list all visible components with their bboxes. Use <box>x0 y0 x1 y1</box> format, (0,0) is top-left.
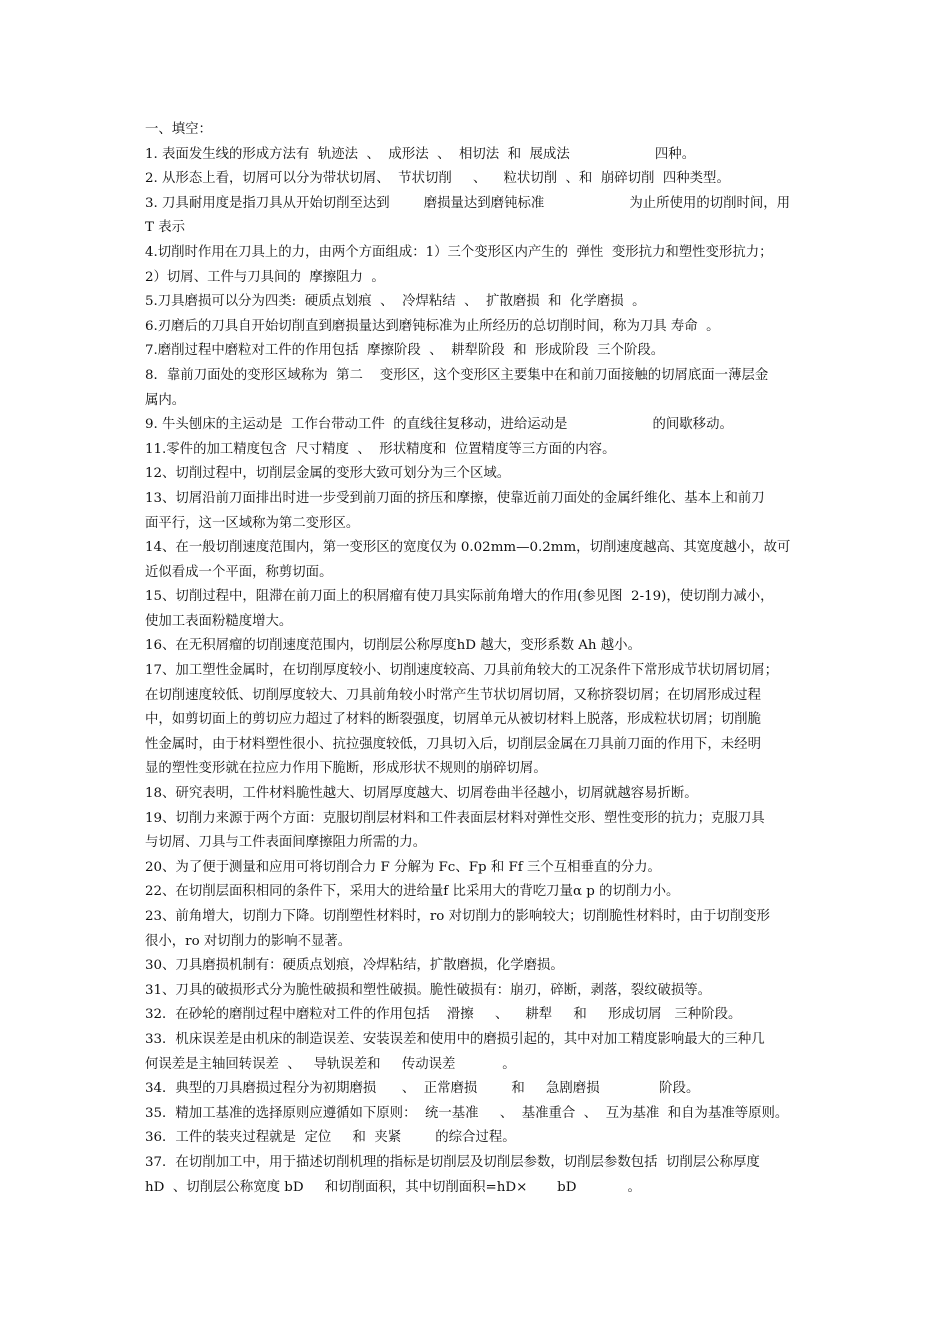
text-line: 与切屑、刀具与工件表面间摩擦阻力所需的力。 <box>145 835 427 851</box>
text-line: 22、在切削层面积相同的条件下，采用大的进给量f 比采用大的背吃刀量α p 的切削力小。 <box>145 884 680 900</box>
text-line: 显的塑性变形就在拉应力作用下脆断，形成形状不规则的崩碎切屑。 <box>145 761 547 777</box>
text-line: 20、为了便于测量和应用可将切削合力 F 分解为 Fc、Fp 和 Ff 三个互相垂直的分力。 <box>145 859 661 875</box>
text-line: 2）切屑、工件与刀具间的 摩擦阻力 。 <box>145 269 385 285</box>
text-line: 在切削速度较低、切削厚度较大、刀具前角较小时常产生节状切屑切屑，又称挤裂切屑；在切屑形成过程 <box>145 687 761 703</box>
text-line: 16、在无积屑瘤的切削速度范围内，切削层公称厚度hD 越大，变形系数 Ah 越小。 <box>145 638 641 654</box>
text-line: 12、切削过程中，切削层金属的变形大致可划分为三个区域。 <box>145 466 511 482</box>
text-line: 15、切削过程中，阻滞在前刀面上的积屑瘤有使刀具实际前角增大的作用(参见图 2-19)，使切削力减小， <box>145 589 774 605</box>
text-line: 14、在一般切削速度范围内，第一变形区的宽度仅为 0.02mm—0.2mm，切削速度越高、其宽度越小，故可 <box>145 540 791 556</box>
text-line: 23、前角增大，切削力下降。切削塑性材料时，ro 对切削力的影响较大；切削脆性材料时，由于切削变形 <box>145 909 770 924</box>
text-line: 33．机床误差是由机床的制造误差、安装误差和使用中的磨损引起的，其中对加工精度影响最大的三种几 <box>145 1031 765 1047</box>
text-line: 31、刀具的破损形式分为脆性破损和塑性破损。脆性破损有：崩刃，碎断，剥落，裂纹破损等。 <box>145 982 712 998</box>
text-line: 13、切屑沿前刀面排出时进一步受到前刀面的挤压和摩擦，使靠近前刀面处的金属纤维化、基本上和前刀 <box>145 490 765 506</box>
text-line: 19、切削力来源于两个方面：克服切削层材料和工件表面层材料对弹性交形、塑性变形的抗力；克服刀具 <box>145 810 765 826</box>
text-line: 2. 从形态上看，切屑可以分为带状切屑、 节状切削 、 粒状切削 、和 崩碎切削 四种类型。 <box>145 171 730 187</box>
text-line: hD 、切削层公称宽度 bD 和切削面积，其中切削面积=hD× bD 。 <box>145 1179 641 1195</box>
document-body <box>145 118 807 1200</box>
text-line: 4.切削时作用在刀具上的力，由两个方面组成：1）三个变形区内产生的 弹性 变形抗力和塑性变形抗力； <box>145 244 773 260</box>
text-line: 面平行，这一区域称为第二变形区。 <box>145 515 360 531</box>
text-line: 9. 牛头刨床的主运动是 工作台带动工件 的直线往复移动，进给运动是 的间歇移动。 <box>145 417 733 433</box>
text-line: 35．精加工基准的选择原则应遵循如下原则： 统一基准 、 基准重合 、 互为基准 和自为基准等原则。 <box>145 1105 789 1121</box>
text-line: T 表示 <box>145 220 185 236</box>
text-line: 属内。 <box>145 392 186 408</box>
text-line: 3. 刀具耐用度是指刀具从开始切削至达到 磨损量达到磨钝标准 为止所使用的切削时间，用 <box>145 195 791 211</box>
text-line: 36．工件的装夹过程就是 定位 和 夹紧 的综合过程。 <box>145 1130 516 1146</box>
text-line: 一、填空： <box>145 122 212 137</box>
text-line: 11.零件的加工精度包含 尺寸精度 、 形状精度和 位置精度等三方面的内容。 <box>145 441 616 457</box>
text-line: 何误差是主轴回转误差 、 导轨误差和 传动误差 。 <box>145 1056 516 1072</box>
text-line: 很小，ro 对切削力的影响不显著。 <box>145 933 352 949</box>
text-line: 34．典型的刀具磨损过程分为初期磨损 、 正常磨损 和 急剧磨损 阶段。 <box>145 1081 700 1097</box>
text-line: 使加工表面粉糙度增大。 <box>145 613 293 629</box>
text-line: 性金属时，由于材料塑性很小、抗拉强度较低，刀具切入后，切削层金属在刀具前刀面的作用下，未经明 <box>145 736 761 752</box>
text-line: 中，如剪切面上的剪切应力超过了材料的断裂强度，切屑单元从被切材料上脱落，形成粒状切屑；切削脆 <box>145 712 761 728</box>
text-line: 近似看成一个平面，称剪切面。 <box>145 564 333 580</box>
text-line: 7.磨削过程中磨粒对工件的作用包括 摩擦阶段 、 耕犁阶段 和 形成阶段 三个阶段。 <box>145 343 665 359</box>
text-line: 17、加工塑性金属时，在切削厚度较小、切削速度较高、刀具前角较大的工况条件下常形成节状切屑切屑； <box>145 663 779 679</box>
text-line: 30、刀具磨损机制有：硬质点划痕，冷焊粘结，扩散磨损，化学磨损。 <box>145 958 564 974</box>
text-line: 18、研究表明，工件材料脆性越大、切屑厚度越大、切屑卷曲半径越小，切屑就越容易折断。 <box>145 786 698 802</box>
text-line: 32．在砂轮的磨削过程中磨粒对工件的作用包括 滑擦 、 耕犁 和 形成切屑 三种阶段。 <box>145 1007 742 1023</box>
text-line: 6.刃磨后的刀具自开始切削直到磨损量达到磨钝标准为止所经历的总切削时间，称为刀具 寿命 。 <box>145 318 720 334</box>
text-line: 8．靠前刀面处的变形区域称为 第二 变形区，这个变形区主要集中在和前刀面接触的切屑底面一薄层金 <box>145 367 769 383</box>
text-line: 37．在切削加工中，用于描述切削机理的指标是切削层及切削层参数，切削层参数包括 切削层公称厚度 <box>145 1154 760 1170</box>
text-line: 1. 表面发生线的形成方法有 轨迹法 、 成形法 、 相切法 和 展成法 四种。 <box>145 146 696 162</box>
text-line: 5.刀具磨损可以分为四类: 硬质点划痕 、 冷焊粘结 、 扩散磨损 和 化学磨损 。 <box>145 294 646 310</box>
